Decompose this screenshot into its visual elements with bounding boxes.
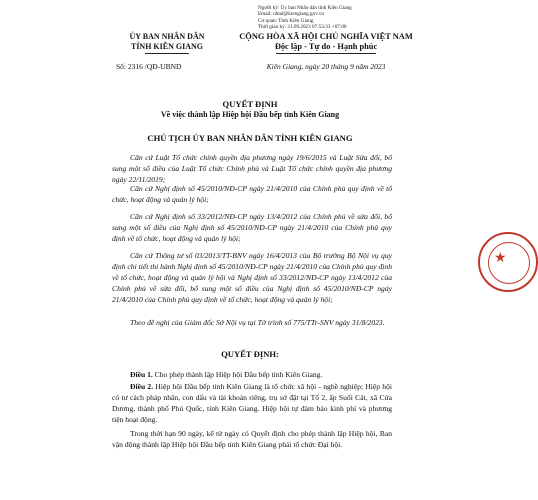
issuing-agency-header xyxy=(112,32,222,72)
article-label: Điều 1. xyxy=(130,370,153,379)
nation-name: CỘNG HÒA XÃ HỘI CHỦ NGHĨA VIỆT NAM xyxy=(239,32,413,41)
digital-signature-block xyxy=(258,5,352,31)
signature-signer: Người ký: Ủy ban Nhân dân tỉnh Kiên Giang xyxy=(258,5,352,11)
document-type: QUYẾT ĐỊNH xyxy=(222,99,278,109)
article-text: Hiệp hội Đầu bếp tỉnh Kiên Giang là tổ chức xã hội - nghề nghiệp; Hiệp hội có tư cách pháp nhân, con dấu và tài khoản riêng, trụ sở đặt tại Tổ 2, ấp Suối Cát, xã Cửa Dương, thành phố Phú Quốc, tỉnh Kiên Giang. Hiệp hội tự đảm bảo kinh phí và phương tiện hoạt động. xyxy=(112,382,393,424)
preamble-clause: Căn cứ Nghị định số 33/2012/NĐ-CP ngày 13/4/2012 của Chính phủ về sửa đổi, bổ sung một số điều của Nghị định số 45/2010/NĐ-CP ngày 21/4/2010 của Chính phủ quy định về tổ chức, hoạt động và quản lý hội; xyxy=(112,212,392,243)
article-2 xyxy=(112,381,392,425)
document-subject: Về việc thành lập Hiệp hội Đầu bếp tỉnh Kiên Giang xyxy=(160,110,340,119)
agency-line-1: ỦY BAN NHÂN DÂN xyxy=(129,32,205,41)
closing-paragraph: Trong thời hạn 90 ngày, kể từ ngày có Quyết định cho phép thành lập Hiệp hội, Ban vận động thành lập Hiệp hội Đầu bếp tỉnh Kiên Giang phải tổ chức Đại hội. xyxy=(112,429,392,449)
document-number: Số: 2316 /QĐ-UBND xyxy=(116,62,182,71)
issuing-authority: CHỦ TỊCH ỦY BAN NHÂN DÂN TỈNH KIÊN GIANG xyxy=(147,133,353,143)
preamble-clause: Căn cứ Luật Tổ chức chính quyền địa phương ngày 19/6/2015 và Luật Sửa đổi, bổ sung một số điều của Luật Tổ chức Chính phủ và Luật Tổ chức chính quyền địa phương ngày 22/11/2019; xyxy=(112,153,392,184)
national-motto-header xyxy=(236,32,416,72)
official-seal-stamp xyxy=(478,232,538,292)
signature-agency: Cơ quan: Tỉnh Kiên Giang xyxy=(258,17,314,24)
article-text: Cho phép thành lập Hiệp hội Đầu bếp tỉnh Kiên Giang. xyxy=(152,370,323,379)
preamble-clause: Căn cứ Thông tư số 03/2013/TT-BNV ngày 16/4/2013 của Bộ trưởng Bộ Nội vụ quy định chi tiết thi hành Nghị định số 45/2010/NĐ-CP ngày 21/4/2010 của Chính phủ quy định về tổ chức, hoạt động và quản lý hội và Nghị định số 33/2012/NĐ-CP ngày 13/4/2012 của Chính phủ về sửa đổi, bổ sung một số điều của Nghị định số 45/2010/NĐ-CP ngày 21/4/2010 của Chính phủ quy định về tổ chức, hoạt động và quản lý hội; xyxy=(112,251,392,304)
agency-line-2: TỈNH KIÊN GIANG xyxy=(130,42,203,51)
motto-underline xyxy=(276,53,376,54)
issue-date: Kiên Giang, ngày 20 tháng 9 năm 2023 xyxy=(266,62,386,71)
article-label: Điều 2. xyxy=(130,382,154,391)
article-1 xyxy=(112,369,392,380)
preamble-clause: Theo đề nghị của Giám đốc Sở Nội vụ tại Tờ trình số 775/TTr-SNV ngày 31/8/2023. xyxy=(130,318,385,327)
signature-email: Email: ubnd@kiengiang.gov.vn xyxy=(258,11,324,18)
nation-motto: Độc lập - Tự do - Hạnh phúc xyxy=(274,42,378,51)
signature-time: Thời gian ký: 21.09.2023 07:53:33 +07:00 xyxy=(258,24,347,31)
preamble-clause: Căn cứ Nghị định số 45/2010/NĐ-CP ngày 21/4/2010 của Chính phủ quy định về tổ chức, hoạt động và quản lý hội; xyxy=(112,184,392,204)
agency-underline xyxy=(145,53,189,54)
star-icon: ★ xyxy=(494,251,507,266)
decision-heading: QUYẾT ĐỊNH: xyxy=(221,349,279,359)
